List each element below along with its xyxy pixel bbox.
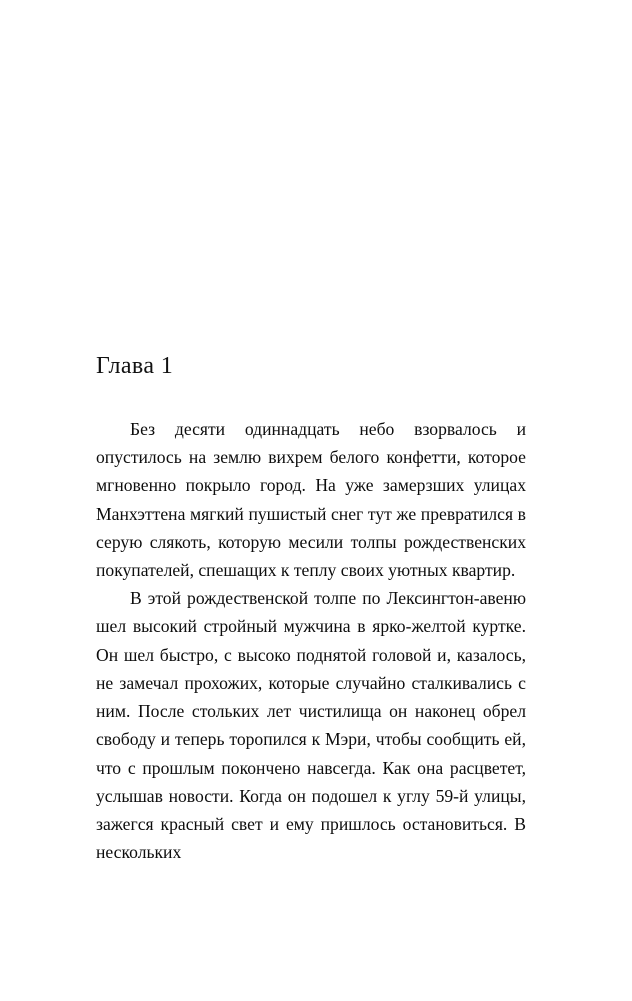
body-paragraph: В этой рождественской толпе по Лексингтон-авеню шел высокий стройный мужчина в ярко-желтой куртке. Он шел быстро, с высоко поднятой головой и, казалось, не замечал прохожих, которые случайно сталкивались с ним. После стольких лет чистилища он наконец обрел свободу и теперь торопился к Мэри, чтобы сообщить ей, что с прошлым покончено навсегда. Как она расцветет, услышав новости. Когда он подошел к углу 59-й улицы, зажегся красный свет и ему пришлось остановиться. В нескольких bbox=[96, 588, 526, 863]
body-paragraph: Без десяти одиннадцать небо взорвалось и опустилось на землю вихрем белого конфетти, которое мгновенно покрыло город. На уже замерзших улицах Манхэттена мягкий пушистый снег тут же превратился в серую слякоть, которую месили толпы рождественских покупателей, спешащих к теплу своих уютных квартир. bbox=[96, 418, 526, 580]
chapter-heading: Глава 1 bbox=[96, 353, 174, 379]
page-text-block bbox=[96, 352, 526, 867]
